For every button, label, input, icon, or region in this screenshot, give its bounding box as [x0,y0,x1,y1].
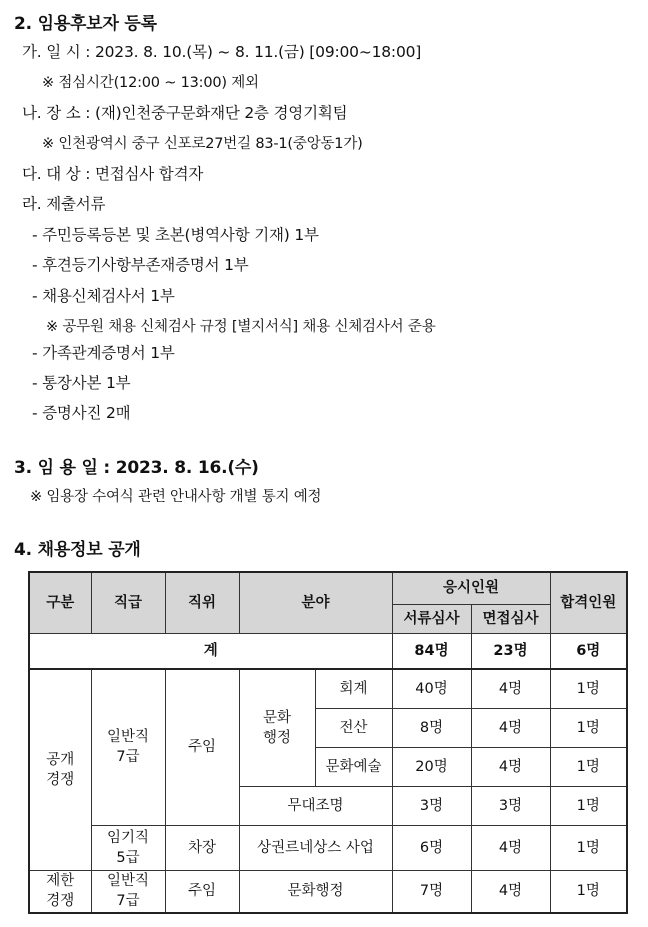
doc-count: 7명 [392,870,471,913]
section-4-title: 4. 채용정보 공개 [14,540,141,560]
doc-count: 8명 [392,708,471,747]
section-3-title: 3. 임 용 일 : 2023. 8. 16.(수) [14,458,259,478]
address-note: ※ 인천광역시 중구 신포로27번길 83-1(중앙동1가) [42,136,363,152]
doc-count: 6명 [392,825,471,870]
passed-count: 1명 [550,669,627,708]
interview-count: 4명 [471,747,550,786]
doc-item: - 주민등록등본 및 초본(병역사항 기재) 1부 [32,226,319,244]
grade-temp-5: 임기직 5급 [91,825,165,870]
grade-general-7b: 일반직 7급 [91,870,165,913]
field: 전산 [315,708,392,747]
passed-count: 1명 [550,708,627,747]
passed-count: 1명 [550,870,627,913]
interview-count: 3명 [471,786,550,825]
place-line: 나. 장 소 : (재)인천중구문화재단 2층 경영기획팀 [22,104,348,122]
total-passed: 6명 [550,633,627,669]
category-restricted: 제한 경쟁 [29,870,91,913]
total-doc: 84명 [392,633,471,669]
interview-count: 4명 [471,825,550,870]
field: 상권르네상스 사업 [239,825,392,870]
interview-count: 4명 [471,708,550,747]
header-doc-review: 서류심사 [392,604,471,633]
interview-count: 4명 [471,669,550,708]
position-chajang: 차장 [165,825,239,870]
doc-item: - 증명사진 2매 [32,404,131,422]
doc-item: - 가족관계증명서 1부 [32,344,175,362]
header-category: 구분 [29,572,91,633]
field: 문화예술 [315,747,392,786]
doc-item: - 채용신체검사서 1부 [32,287,175,305]
target-line: 다. 대 상 : 면접심사 합격자 [22,165,204,183]
appointment-note: ※ 임용장 수여식 관련 안내사항 개별 통지 예정 [30,489,322,505]
schedule-line: 가. 일 시 : 2023. 8. 10.(목) ~ 8. 11.(금) [09:00~18:00] [22,43,422,61]
position-jumim: 주임 [165,669,239,825]
header-applicants: 응시인원 [392,572,550,604]
docs-title: 라. 제출서류 [22,195,106,213]
field-group-culture-admin: 문화 행정 [239,669,315,786]
header-position: 직위 [165,572,239,633]
category-open: 공개 경쟁 [29,669,91,870]
doc-item: - 통장사본 1부 [32,374,131,392]
doc-item: - 후견등기사항부존재증명서 1부 [32,256,249,274]
section-2-title: 2. 임용후보자 등록 [14,14,157,34]
position-jumim-b: 주임 [165,870,239,913]
passed-count: 1명 [550,747,627,786]
lunch-note: ※ 점심시간(12:00 ~ 13:00) 제외 [42,75,259,91]
grade-general-7: 일반직 7급 [91,669,165,825]
doc-subnote: ※ 공무원 채용 신체검사 규정 [별지서식] 채용 신체검사서 준용 [46,319,436,335]
total-label: 계 [29,633,392,669]
doc-count: 40명 [392,669,471,708]
field: 회계 [315,669,392,708]
passed-count: 1명 [550,825,627,870]
field: 문화행정 [239,870,392,913]
total-interview: 23명 [471,633,550,669]
passed-count: 1명 [550,786,627,825]
header-field: 분야 [239,572,392,633]
doc-count: 3명 [392,786,471,825]
header-passed: 합격인원 [550,572,627,633]
recruitment-table [28,571,628,914]
interview-count: 4명 [471,870,550,913]
doc-count: 20명 [392,747,471,786]
header-grade: 직급 [91,572,165,633]
header-interview: 면접심사 [471,604,550,633]
field: 무대조명 [239,786,392,825]
